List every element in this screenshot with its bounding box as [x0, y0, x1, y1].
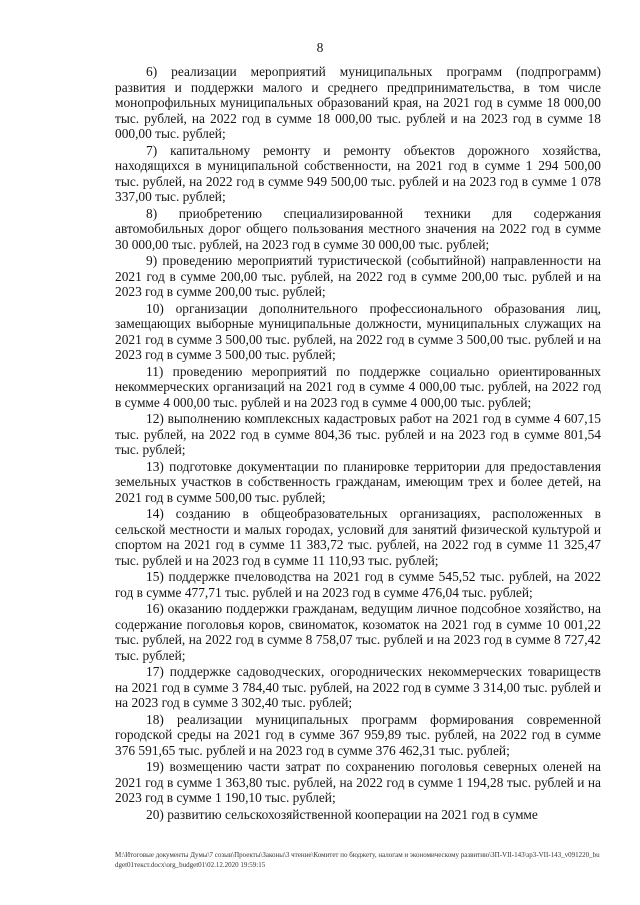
page-number: 8 — [316, 40, 324, 55]
file-path-footer: M:\Итоговые документы Думы\7 созыв\Проекты\Законы\3 чтение\Комитет по бюджету, налогам и экономическому развитию\ЗП-VII-143\зр3-VII-143_v091220_budget01текст.docx\org_budget01\02.12.2020 19:59:15 — [115, 851, 600, 869]
paragraph-item-11: 11) проведению мероприятий по поддержке социально ориентированных некоммерческих организаций на 2021 год в сумме 4 000,00 тыс. рублей, на 2022 год в сумме 4 000,00 тыс. рублей и на 2023 год в сумме 4 000,00 тыс. рублей; — [115, 363, 601, 410]
paragraph-item-20: 20) развитию сельскохозяйственной кооперации на 2021 год в сумме — [146, 806, 538, 822]
paragraph-item-13: 13) подготовке документации по планировке территории для предоставления земельных участков в собственность гражданам, имеющим трех и более детей, на 2021 год в сумме 500,00 тыс. рублей; — [115, 458, 601, 505]
paragraph-item-18: 18) реализации муниципальных программ формирования современной городской среды на 2021 год в сумме 367 959,89 тыс. рублей, на 2022 год в сумме 376 591,65 тыс. рублей и на 2023 год в сумме 376 462,31 тыс. рублей; — [115, 711, 601, 758]
paragraph-item-10: 10) организации дополнительного профессионального образования лиц, замещающих выборные муниципальные должности, муниципальных служащих на 2021 год в сумме 3 500,00 тыс. рублей, на 2022 год в сумме 3 500,00 тыс. рублей и на 2023 год в сумме 3 500,00 тыс. рублей; — [115, 300, 601, 362]
paragraph-item-17: 17) поддержке садоводческих, огороднических некоммерческих товариществ на 2021 год в сумме 3 784,40 тыс. рублей, на 2022 год в сумме 3 314,00 тыс. рублей и на 2023 год в сумме 3 302,40 тыс. рублей; — [115, 664, 601, 710]
paragraph-item-6: 6) реализации мероприятий муниципальных программ (подпрограмм) развития и поддержки малого и среднего предпринимательства, в том числе монопрофильных муниципальных образований края, на 2021 год в сумме 18 000,00 тыс. рублей, на 2022 год в сумме 18 000,00 тыс. рублей и на 2023 год в сумме 18 000,00 тыс. рублей; — [115, 64, 601, 141]
paragraph-item-7: 7) капитальному ремонту и ремонту объектов дорожного хозяйства, находящихся в муниципальной собственности, на 2021 год в сумме 1 294 500,00 тыс. рублей, на 2022 год в сумме 949 500,00 тыс. рублей и на 2023 год в сумме 1 078 337,00 тыс. рублей; — [115, 142, 601, 204]
paragraph-item-9: 9) проведению мероприятий туристической (событийной) направленности на 2021 год в сумме 200,00 тыс. рублей, на 2022 год в сумме 200,00 тыс. рублей и на 2023 год в сумме 200,00 тыс. рублей; — [115, 253, 601, 299]
paragraph-item-12: 12) выполнению комплексных кадастровых работ на 2021 год в сумме 4 607,15 тыс. рублей, на 2022 год в сумме 804,36 тыс. рублей и на 2023 год в сумме 801,54 тыс. рублей; — [115, 411, 601, 457]
paragraph-item-19: 19) возмещению части затрат по сохранению поголовья северных оленей на 2021 год в сумме 1 363,80 тыс. рублей, на 2022 год в сумме 1 194,28 тыс. рублей и на 2023 год в сумме 1 190,10 тыс. рублей; — [115, 759, 601, 805]
paragraph-item-15: 15) поддержке пчеловодства на 2021 год в сумме 545,52 тыс. рублей, на 2022 год в сумме 477,71 тыс. рублей и на 2023 год в сумме 476,04 тыс. рублей; — [115, 569, 601, 600]
paragraph-item-16: 16) оказанию поддержки гражданам, ведущим личное подсобное хозяйство, на содержание поголовья коров, свиноматок, козоматок на 2021 год в сумме 10 001,22 тыс. рублей, на 2022 год в сумме 8 758,07 тыс. рублей и на 2023 год в сумме 8 727,42 тыс. рублей; — [115, 601, 601, 663]
paragraph-item-14: 14) созданию в общеобразовательных организациях, расположенных в сельской местности и малых городах, условий для занятий физической культурой и спортом на 2021 год в сумме 11 383,72 тыс. рублей, на 2022 год в сумме 11 325,47 тыс. рублей и на 2023 год в сумме 11 110,93 тыс. рублей; — [115, 506, 601, 568]
paragraph-item-8: 8) приобретению специализированной техники для содержания автомобильных дорог общего пользования местного значения на 2022 год в сумме 30 000,00 тыс. рублей, на 2023 год в сумме 30 000,00 тыс. рублей; — [115, 205, 601, 252]
document-body — [115, 64, 601, 823]
